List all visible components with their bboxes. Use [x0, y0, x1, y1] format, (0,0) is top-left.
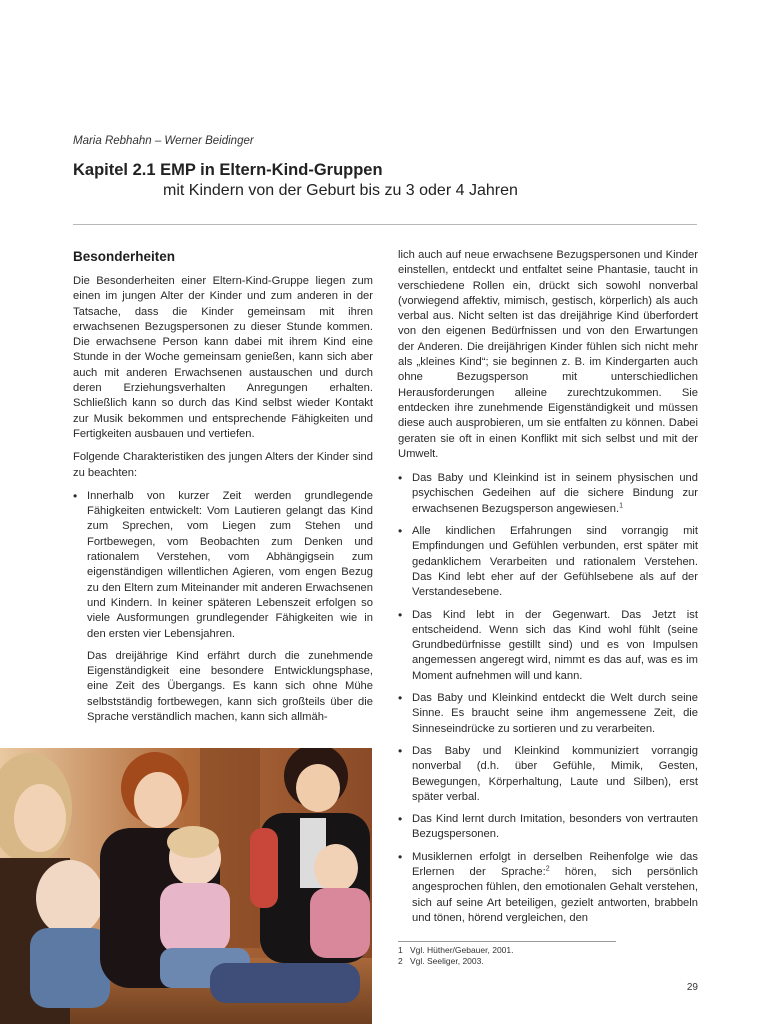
right-column [398, 248, 698, 933]
bullet-text: Musiklernen erfolgt in derselben Reihenfolge wie das Erlernen der Sprache: [412, 850, 698, 878]
bullet-item: • Das Kind lernt durch Imitation, besonders von vertrauten Bezugspersonen. [398, 812, 698, 843]
baby-shirt [30, 928, 110, 1008]
bullet-list-right [398, 471, 698, 926]
toddler-hair [167, 826, 219, 858]
toddler-shirt [160, 883, 230, 953]
bullet-item: • Innerhalb von kurzer Zeit werden grundlegende Fähigkeiten entwickelt: Vom Lautieren gelangt das Kind zum Sprechen, vom Liegen zum Stehen und Fortbewegen, vom Beobachten zum Denken und rationalem Verstehen, vom Abhängigsein zum eigenständigen willentlichen Agieren, vom engen Bezug zu den Eltern zum Miteinander mit anderen Erwachsenen und Kindern. In keiner späteren Lebenszeit erfolgen so viele Ausformungen grundlegender Fähigkeiten wie in den ersten vier Lebensjahren. [73, 489, 373, 642]
bullet-item: • Alle kindlichen Erfahrungen sind vorrangig mit Empfindungen und Gefühlen verbunden, erst später mit gedanklichem Verarbeiten und rationalem Verstehen. Das Kind lebt eher auf der Gefühlsebene als auf der Verstandesebene. [398, 524, 698, 600]
woman-right-sleeve [250, 828, 278, 908]
chapter-subtitle: mit Kindern von der Geburt bis zu 3 oder 4 Jahren [163, 182, 518, 199]
bullet-item [398, 471, 698, 517]
paragraph-characteristics: Folgende Charakteristiken des jungen Alters der Kinder sind zu beachten: [73, 451, 373, 479]
paragraph-intro: Die Besonderheiten einer Eltern-Kind-Gruppe liegen zum einen im jungen Alter der Kinder und zum anderen in der Tatsache, dass die Kinder gemeinsam mit ihren erwachsenen Bezugspersonen zu dieser Stunde kommen. Die erwachsene Person kann dabei mit ihrem Kind eine Stunde in der Woche gemeinsam genießen, kann sich aber auch mit anderen Erwachsenen austauschen und durch deren Erziehungsverhalten Anregungen erhalten. Schließlich kann so durch das Kind selbst wieder Kontakt zur Musik bekommen und entsprechende Fähigkeiten und Fertigkeiten ausbauen und vertiefen. [73, 275, 373, 440]
person-legs [210, 963, 360, 1003]
section-heading: Besonderheiten [73, 249, 176, 264]
footnotes [398, 945, 698, 967]
authors-line: Maria Rebhahn – Werner Beidinger [73, 135, 254, 147]
person-left-face [14, 784, 66, 852]
footnote-number: 1 [398, 945, 403, 955]
footnote-text: Vgl. Hüther/Gebauer, 2001. [410, 945, 514, 955]
bullet-item: • Das Baby und Kleinkind entdeckt die Welt durch seine Sinne. Es braucht seine ihm angemessene Zeit, die Sinneseindrücke zu sortieren und zu verarbeiten. [398, 691, 698, 737]
paragraph-continued: lich auch auf neue erwachsene Bezugspersonen und Kinder einstellen, entdeckt und entfaltet seine Phantasie, taucht in verschiedene Rollen ein, drückt sich sowohl nonverbal (vorwiegend affektiv, mimisch, gestisch, körperlich) als auch verbal aus. Nicht selten ist das dreijährige Kind überfordert von den eigenen Bedürfnissen und von den Erwartungen der Anderen. Die dreijährigen Kinder fühlen sich nicht mehr als „kleines Kind“; sie beginnen z. B. im Kindergarten auch ohne Bezugsperson mit unterschiedlichen Herausforderungen alleine zurechtzukommen. Sie entdecken ihre zunehmende Eigenständigkeit und müssen diese auch ausprobieren, um sie entfalten zu können. Dabei geraten sie oft in einen Konflikt mit sich selbst und mit der Umwelt. [398, 249, 698, 460]
footnote-ref: 1 [619, 502, 624, 510]
footnote-2 [398, 956, 698, 967]
photo-illustration [0, 748, 372, 1024]
baby-head [36, 860, 104, 936]
header-rule [73, 224, 697, 225]
bullet-item: • Das Kind lebt in der Gegenwart. Das Jetzt ist entscheidend. Wenn sich das Kind wohl fühlt (seine Grundbedürfnisse gestillt sind) und es von Impulsen angemessen angeregt wird, nimmt es das auf, was es im Moment aufnehmen will und kann. [398, 608, 698, 684]
woman-right-face [296, 764, 340, 812]
child-lap-head [314, 844, 358, 892]
footnote-rule [398, 941, 616, 942]
footnote-ref: 2 [545, 865, 550, 873]
bullet-item: • Das Baby und Kleinkind kommuniziert vorrangig nonverbal (d.h. über Gefühle, Mimik, Gesten, Bewegungen, Körperhaltung, Laute und Silben), erst später verbal. [398, 744, 698, 805]
footnote-text: Vgl. Seeliger, 2003. [410, 956, 484, 966]
footnote-1 [398, 945, 698, 956]
paragraph-three-year-old: Das dreijährige Kind erfährt durch die zunehmende Eigenständigkeit eine besondere Entwicklungsphase, eine Zeit des Übergangs. Es kann sich ohne Mühe selbstständig fortbewegen, kann sich großteils über die Sprache verständlich machen, kann sich allmäh- [87, 649, 373, 724]
bullet-list-left [73, 489, 373, 642]
child-lap-body [310, 888, 370, 958]
woman-center-face [134, 772, 182, 828]
left-column [73, 248, 373, 733]
footnote-number: 2 [398, 956, 403, 966]
group-photo [0, 748, 372, 1024]
bullet-text: Das Baby und Kleinkind ist in seinem physischen und psychischen Gedeihen auf die sichere Bindung zur erwachsenen Bezugsperson angewiesen. [412, 472, 698, 515]
chapter-title: Kapitel 2.1 EMP in Eltern-Kind-Gruppen [73, 161, 383, 179]
bullet-item [398, 850, 698, 926]
page-number: 29 [686, 982, 698, 993]
bullet-text-continued: hören, sich persönlich angesprochen fühlen, den emotionalen Gehalt verstehen, sich auf seine Art beteiligen, gezielt antworten, brabbeln und tönen, hörend vergleichen, den [412, 865, 698, 924]
